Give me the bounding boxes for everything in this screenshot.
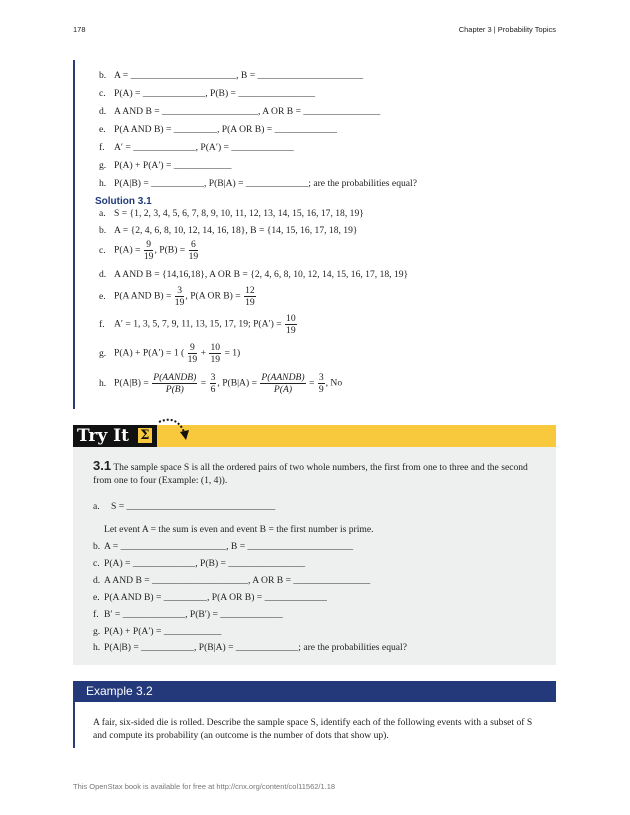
- solution-text: A AND B = {14,16,18}, A OR B = {2, 4, 6, 8, 10, 12, 14, 15, 16, 17, 18, 19}: [114, 269, 409, 280]
- try-it-label: [73, 425, 157, 447]
- example-heading: Example 3.2: [73, 681, 556, 702]
- question-letter: h.: [99, 178, 107, 189]
- expr-text: P(A|B) =: [114, 377, 149, 389]
- numerator: 9: [144, 239, 154, 251]
- exercise-letter: d.: [93, 575, 101, 586]
- fraction: [189, 239, 199, 262]
- denominator: 19: [187, 354, 198, 365]
- denominator: 9: [318, 384, 324, 395]
- solution-letter: f.: [99, 319, 105, 330]
- exercise-letter: b.: [93, 541, 101, 552]
- expr-text: =: [200, 377, 207, 389]
- expr-text: = 1): [224, 347, 241, 359]
- solution-expression: [114, 372, 342, 395]
- solution-letter: b.: [99, 225, 107, 236]
- try-it-intro: [93, 459, 541, 487]
- expr-text: , P(B) =: [154, 244, 186, 256]
- exercise-text: P(A) + P(A′) = ____________: [104, 626, 222, 637]
- denominator: 6: [210, 384, 216, 395]
- denominator: 19: [245, 297, 255, 308]
- solution-letter: c.: [99, 245, 106, 256]
- numerator: 3: [210, 372, 216, 383]
- fraction: [175, 285, 185, 308]
- exercise-letter: f.: [93, 609, 99, 620]
- solution-letter: a.: [99, 208, 106, 219]
- footer-note: This OpenStax book is available for free at http://cnx.org/content/col11562/1.18: [73, 782, 336, 791]
- solution-expression: [114, 342, 240, 365]
- margin-bar: [73, 60, 75, 409]
- expr-text: , P(A OR B) =: [185, 290, 241, 302]
- exercise-number: 3.1: [93, 458, 112, 473]
- chapter-title: Chapter 3 | Probability Topics: [458, 25, 556, 34]
- fraction: [210, 372, 217, 395]
- margin-bar: [73, 702, 75, 748]
- exercise-note: Let event A = the sum is even and event B = the first number is prime.: [104, 524, 374, 535]
- question-text: P(A) + P(A′) = ____________: [114, 160, 232, 171]
- denominator: 19: [286, 325, 296, 336]
- numerator: 3: [318, 372, 324, 383]
- fraction: [318, 372, 325, 395]
- question-letter: e.: [99, 124, 106, 135]
- try-it-text: Try It: [77, 426, 129, 446]
- expr-text: P(A) + P(A′) = 1 (: [114, 347, 185, 359]
- exercise-text: B′ = _____________, P(B′) = _____________: [104, 609, 283, 620]
- solution-text: S = {1, 2, 3, 4, 5, 6, 7, 8, 9, 10, 11, 12, 13, 14, 15, 16, 17, 18, 19}: [114, 208, 364, 219]
- question-letter: d.: [99, 106, 107, 117]
- fraction: [244, 285, 256, 308]
- fraction: [285, 313, 297, 336]
- numerator: P(AANDB): [261, 372, 305, 383]
- solution-text: A = {2, 4, 6, 8, 10, 12, 14, 16, 18}, B = {14, 15, 16, 17, 18, 19}: [114, 225, 358, 236]
- solution-expression: [114, 313, 298, 336]
- solution-letter: d.: [99, 269, 107, 280]
- numerator: 10: [210, 342, 221, 353]
- sigma-icon: Σ: [138, 428, 152, 443]
- numerator: 10: [286, 313, 296, 324]
- page-number: 178: [73, 25, 86, 34]
- exercise-text: P(A AND B) = _________, P(A OR B) = _____________: [104, 592, 327, 603]
- exercise-letter: h.: [93, 642, 101, 653]
- expr-text: P(A) =: [114, 244, 141, 256]
- question-letter: g.: [99, 160, 107, 171]
- exercise-letter: a.: [93, 501, 100, 512]
- question-text: A′ = _____________, P(A′) = _____________: [114, 142, 294, 153]
- question-text: P(A AND B) = _________, P(A OR B) = _____________: [114, 124, 337, 135]
- question-letter: b.: [99, 70, 107, 81]
- expr-text: A′ = 1, 3, 5, 7, 9, 11, 13, 15, 17, 19; P(A′) =: [114, 318, 282, 330]
- question-letter: c.: [99, 88, 106, 99]
- exercise-text: S = _______________________________: [111, 501, 276, 512]
- denominator: P(B): [165, 384, 184, 395]
- numerator: P(AANDB): [153, 372, 197, 383]
- exercise-text: The sample space S is all the ordered pairs of two whole numbers, the first from one to three and the second from one to four (Example: (1, 4)).: [93, 462, 528, 486]
- fraction: [144, 239, 154, 262]
- expr-text: , No: [325, 377, 343, 389]
- expr-text: , P(B|A) =: [217, 377, 257, 389]
- solution-heading: Solution 3.1: [95, 196, 152, 207]
- fraction: [260, 372, 305, 395]
- denominator: 19: [174, 297, 185, 308]
- numerator: 6: [189, 239, 199, 251]
- question-letter: f.: [99, 142, 105, 153]
- exercise-letter: e.: [93, 592, 100, 603]
- exercise-letter: c.: [93, 558, 100, 569]
- denominator: 19: [188, 251, 199, 262]
- exercise-text: P(A) = _____________, P(B) = ________________: [104, 558, 306, 569]
- denominator: P(A): [273, 384, 293, 395]
- solution-expression: [114, 285, 257, 308]
- expr-text: P(A AND B) =: [114, 290, 172, 302]
- question-text: P(A) = _____________, P(B) = ________________: [114, 88, 316, 99]
- fraction: [188, 342, 198, 365]
- fraction: [209, 342, 221, 365]
- expr-text: =: [308, 377, 315, 389]
- exercise-text: A AND B = ____________________, A OR B = ________________: [104, 575, 371, 586]
- exercise-text: A = ______________________, B = ______________________: [104, 541, 354, 552]
- solution-expression: [114, 239, 199, 262]
- solution-letter: g.: [99, 348, 107, 359]
- fraction: [152, 372, 197, 395]
- question-text: A = ______________________, B = ______________________: [114, 70, 364, 81]
- example-text: A fair, six-sided die is rolled. Describe the sample space S, identify each of the following events with a subset of S and compute its probability (an outcome is the number of dots that show up).: [93, 717, 533, 741]
- numerator: 12: [245, 285, 255, 296]
- question-text: A AND B = ____________________, A OR B = ________________: [114, 106, 381, 117]
- question-text: P(A|B) = ___________, P(B|A) = _____________; are the probabilities equal?: [114, 178, 417, 189]
- solution-letter: h.: [99, 378, 107, 389]
- denominator: 19: [143, 251, 154, 262]
- arrow-icon: [155, 416, 197, 446]
- denominator: 19: [210, 354, 221, 365]
- numerator: 9: [188, 342, 198, 354]
- numerator: 3: [175, 285, 185, 297]
- expr-text: +: [200, 347, 207, 359]
- exercise-text: P(A|B) = ___________, P(B|A) = _____________; are the probabilities equal?: [104, 642, 407, 653]
- solution-letter: e.: [99, 291, 106, 302]
- exercise-letter: g.: [93, 626, 101, 637]
